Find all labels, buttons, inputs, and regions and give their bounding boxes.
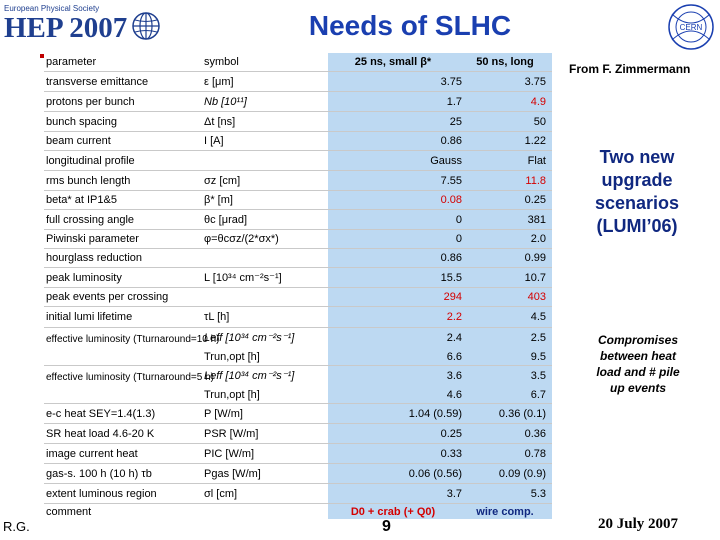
table-row (44, 249, 552, 268)
row-value-50ns: 0.36 (524, 427, 546, 440)
row-value-50ns: 1.22 (524, 135, 546, 147)
row-value-25ns: 25 (449, 115, 462, 128)
hep2007-logo (4, 4, 164, 44)
row-symbol: L [10³⁴ cm⁻²s⁻¹] (204, 272, 282, 284)
table-row (44, 230, 552, 249)
row-symbol: I [A] (204, 135, 224, 147)
row-param: bunch spacing (46, 115, 117, 128)
row-param: full crossing angle (46, 213, 135, 226)
row-value-25ns: 1.7 (446, 95, 462, 108)
table-row (44, 151, 552, 171)
table-row (44, 112, 552, 132)
row-value-50ns: 0.25 (524, 194, 546, 206)
row-value-25ns: 7.55 (440, 174, 462, 187)
row-symbol: σl [cm] (204, 487, 238, 500)
row-symbol-secondary: Trun,opt [h] (204, 350, 260, 363)
row-value-50ns: 2.0 (530, 233, 546, 245)
page-number: 9 (382, 518, 391, 535)
row-symbol: σz [cm] (204, 174, 241, 187)
table-row (44, 72, 552, 92)
table-row (44, 171, 552, 191)
row-symbol (204, 151, 354, 170)
row-value-50ns: Flat (527, 154, 546, 167)
row-value-25ns: 0.33 (440, 447, 462, 460)
row-value-50ns-secondary: 6.7 (530, 388, 546, 401)
row-symbol: Δt [ns] (204, 115, 236, 128)
header-25ns: 25 ns, small β* (354, 56, 432, 68)
row-value-50ns: 0.36 (0.1) (498, 407, 546, 420)
table-row (44, 210, 552, 230)
row-symbol: Nb [10¹¹] (204, 95, 247, 108)
row-symbol: P [W/m] (204, 407, 243, 420)
row-symbol: Leff [10³⁴ cm⁻²s⁻¹] (204, 370, 295, 382)
row-param: protons per bunch (46, 95, 135, 108)
row-value-50ns: 4.9 (530, 95, 546, 108)
row-value-25ns: 0.08 (440, 194, 462, 206)
row-value-50ns: wire comp. (476, 505, 534, 518)
row-value-50ns: 381 (527, 213, 546, 226)
svg-text:CERN: CERN (679, 23, 703, 32)
row-value-25ns: 1.04 (0.59) (408, 407, 462, 420)
row-symbol: Leff [10³⁴ cm⁻²s⁻¹] (204, 332, 295, 344)
logo-main-text: HEP 2007 (4, 12, 128, 44)
table-row (44, 328, 552, 366)
row-param: e-c heat SEY=1.4(1.3) (46, 407, 156, 420)
row-symbol: β* [m] (204, 194, 233, 206)
row-param: peak events per crossing (46, 291, 169, 303)
row-param: Piwinski parameter (46, 233, 139, 245)
row-symbol: ε [μm] (204, 75, 234, 88)
row-value-50ns: 3.75 (524, 75, 546, 88)
row-value-25ns: 0 (455, 233, 462, 245)
table-row (44, 444, 552, 464)
logo-society-text: European Physical Society (4, 4, 100, 13)
scenarios-note: Two new upgrade scenarios (LUMI’06) (594, 147, 680, 236)
row-param: comment (46, 505, 92, 518)
row-value-25ns: 0 (455, 213, 462, 226)
row-value-50ns: 50 (533, 115, 546, 128)
row-value-25ns: 0.25 (440, 427, 462, 440)
row-value-50ns: 3.5 (530, 369, 546, 382)
row-param: SR heat load 4.6-20 K (46, 427, 155, 440)
header-symbol: symbol (204, 56, 239, 68)
row-value-25ns: 0.06 (0.56) (408, 467, 462, 480)
cern-logo-icon (666, 2, 716, 52)
page-title: Needs of SLHC (308, 10, 512, 41)
table-row (44, 504, 552, 519)
source-attribution: From F. Zimmermann (569, 62, 691, 76)
table-row (44, 307, 552, 328)
row-symbol: PIC [W/m] (204, 447, 255, 460)
row-value-25ns: 294 (443, 291, 462, 303)
row-symbol: φ=θcσz/(2*σx*) (204, 233, 279, 245)
row-param: initial lumi lifetime (46, 311, 133, 323)
row-param: extent luminous region (46, 487, 157, 500)
row-value-25ns: 2.4 (446, 331, 462, 344)
table-row (44, 92, 552, 112)
row-param: hourglass reduction (46, 252, 143, 264)
row-symbol (204, 249, 354, 267)
row-value-50ns: 0.78 (524, 447, 546, 460)
row-value-25ns: 0.86 (440, 252, 462, 264)
row-param: gas-s. 100 h (10 h) τb (46, 467, 152, 480)
row-symbol: θc [μrad] (204, 213, 248, 226)
row-value-50ns-secondary: 9.5 (530, 350, 546, 363)
row-param: longitudinal profile (46, 154, 135, 167)
row-value-50ns: 5.3 (530, 487, 546, 500)
row-value-25ns-secondary: 4.6 (446, 388, 462, 401)
table-row (44, 191, 552, 210)
row-param: beam current (46, 135, 111, 147)
row-value-25ns: 3.7 (446, 487, 462, 500)
row-param: effective luminosity (Tturnaround=10 h) (46, 334, 220, 345)
row-value-25ns: 2.2 (446, 311, 462, 323)
row-value-25ns: 15.5 (440, 271, 462, 284)
row-param: image current heat (46, 447, 138, 460)
row-value-50ns: 10.7 (524, 271, 546, 284)
compromises-note: Compromises between heat load and # pile up events (596, 333, 680, 395)
row-symbol: Pgas [W/m] (204, 467, 261, 480)
table-row (44, 464, 552, 484)
globe-icon (130, 10, 162, 42)
row-param: beta* at IP1&5 (46, 194, 117, 206)
row-symbol: τL [h] (204, 311, 230, 323)
row-param: transverse emittance (46, 75, 149, 88)
row-value-50ns: 0.99 (524, 252, 546, 264)
row-value-25ns: 3.75 (440, 75, 462, 88)
row-value-25ns: Gauss (430, 154, 462, 167)
row-symbol-secondary: Trun,opt [h] (204, 388, 260, 401)
header-50ns: 50 ns, long (476, 56, 534, 68)
row-value-25ns: 3.6 (446, 369, 462, 382)
footer-date: 20 July 2007 (598, 516, 679, 532)
table-row (44, 132, 552, 151)
row-value-25ns-secondary: 6.6 (446, 350, 462, 363)
row-symbol (204, 288, 354, 306)
table-row (44, 484, 552, 504)
table-row (44, 268, 552, 288)
table-row (44, 404, 552, 424)
row-param: peak luminosity (46, 271, 122, 284)
row-param: rms bunch length (46, 174, 131, 187)
row-value-50ns: 0.09 (0.9) (498, 467, 546, 480)
header-parameter: parameter (46, 56, 97, 68)
table-row (44, 288, 552, 307)
table-row (44, 366, 552, 404)
row-value-50ns: 11.8 (525, 174, 546, 187)
table-header-row (44, 53, 552, 72)
row-value-25ns: 0.86 (440, 135, 462, 147)
row-value-50ns: 4.5 (530, 311, 546, 323)
row-param: effective luminosity (Tturnaround=5 h) (46, 372, 214, 383)
row-value-50ns: 403 (527, 291, 546, 303)
row-value-25ns: D0 + crab (+ Q0) (350, 505, 436, 518)
row-value-50ns: 2.5 (530, 331, 546, 344)
author-initials: R.G. (3, 519, 30, 534)
row-symbol: PSR [W/m] (204, 427, 259, 440)
table-row (44, 424, 552, 444)
